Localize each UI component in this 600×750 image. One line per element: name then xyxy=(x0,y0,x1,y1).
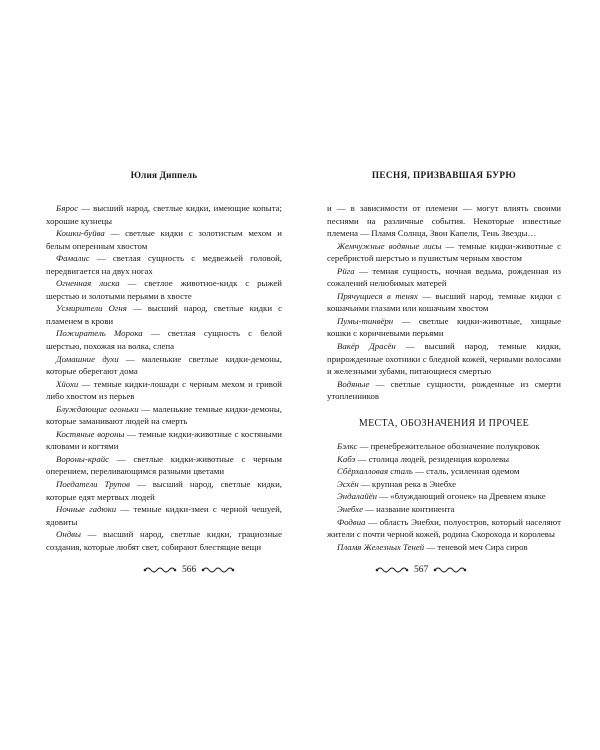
glossary-entry xyxy=(327,315,561,340)
entry-definition: — сталь, усиленная одемом xyxy=(412,466,520,477)
entry-term: Блуждающие огоньки xyxy=(56,403,139,414)
entry-definition: — светлые кидки с золотистым мехом и белым оперенным хвостом xyxy=(46,228,282,251)
scroll-ornament-icon xyxy=(143,565,177,575)
glossary-entry xyxy=(46,327,282,352)
entry-definition: — высший народ, светлые кидки, которые едят мертвых людей xyxy=(46,479,282,502)
entry-term: Хйохи xyxy=(56,378,79,389)
entry-term: Ондвы xyxy=(56,529,81,540)
section-heading: МЕСТА, ОБОЗНАЧЕНИЯ И ПРОЧЕЕ xyxy=(358,417,530,429)
glossary-entry xyxy=(327,440,561,453)
entry-term: Эсхён xyxy=(337,478,359,489)
entry-definition: — столица людей, резиденция королевы xyxy=(355,453,510,464)
glossary-entry xyxy=(46,378,282,403)
entry-definition: — пренебрежительное обозначение полукровок xyxy=(357,441,540,452)
glossary-entry xyxy=(327,378,561,403)
glossary-entry xyxy=(327,453,561,466)
entry-definition: — светлые кидки-животные, хищные кошки с коричневыми перьями xyxy=(327,315,561,339)
glossary-entry xyxy=(327,490,561,503)
entry-term: Ночные гадюки xyxy=(56,504,117,515)
entry-term: Фодвиа xyxy=(337,516,366,527)
entry-definition: — темная сущность, ночная ведьма, рожденная из сожалений нелюбимых матерей xyxy=(327,265,561,289)
entry-term: Вакёр Драсён xyxy=(337,341,396,352)
glossary-entry xyxy=(46,503,282,528)
entry-term: Костяные вороны xyxy=(56,428,125,439)
glossary-entry xyxy=(46,478,282,503)
glossary-entry xyxy=(46,453,282,478)
glossary-entry xyxy=(46,302,282,327)
glossary-entry xyxy=(46,428,282,453)
glossary-entry xyxy=(327,265,561,290)
glossary-entry xyxy=(46,353,282,378)
scroll-ornament-icon xyxy=(433,565,467,575)
entry-term: Рйга xyxy=(337,265,355,276)
entry-term: Поедатели Трупов xyxy=(56,479,130,490)
glossary-entry xyxy=(327,340,561,378)
entry-term: Водяные xyxy=(337,378,370,389)
entry-definition: — маленькие светлые кидки-демоны, которые оберегают дома xyxy=(46,353,282,377)
entry-definition: — высший народ, темные кидки, прирожденные охотники с бледной кожей, черными волосами и железными зубами, питающиеся смертью xyxy=(327,341,561,377)
entry-definition: — темные кидки-животные с костяными клювами и когтями xyxy=(46,428,282,452)
entry-term: Жемчужные водяные лисы xyxy=(337,240,442,251)
entry-definition: — высший народ, светлые кидки, имеющие копыта; хорошие кузнецы xyxy=(46,203,282,226)
entry-definition: — название континента xyxy=(362,504,455,515)
entry-definition: — высший народ, светлые кидки, грациозные создания, которые любят свет, собирают блестящие вещи xyxy=(46,529,282,552)
entry-term: Усмирители Огня xyxy=(56,303,127,314)
entry-term: Вороны-крайс xyxy=(56,453,110,464)
entry-definition: — светлая сущность с белой шерстью, похожая на волка, слепа xyxy=(46,328,282,352)
entry-definition: — темные кидки-змеи с черной чешуей, ядовиты xyxy=(46,504,282,527)
entry-term: Прячущиеся в тенях xyxy=(337,290,418,301)
entry-term: Кабэ xyxy=(337,453,356,464)
entry-definition: — светлые сущности, рожденные из смерти утопленников xyxy=(327,378,561,402)
entry-term: Бярос xyxy=(56,203,79,213)
left-glossary xyxy=(46,202,282,553)
entry-definition: — высший народ, светлые кидки с пламенем в крови xyxy=(46,303,282,326)
entry-definition: — область Энебхи, полуостров, который населяют жители с почти черной кожей, родина Скорохода и королевы xyxy=(327,516,561,540)
left-footer xyxy=(143,562,235,578)
entry-term: Энебхе xyxy=(337,504,363,515)
continuation-paragraph: и — в зависимости от племени — могут влиять своими песнями на различные события. Некоторые известные племена — Пламя Солнца, Звон Капели, Тень Звезды… xyxy=(327,203,561,239)
left-running-header: Юлия Диппель xyxy=(130,170,198,180)
entry-definition: — темные кидки-лошади с черным мехом и гривой либо хвостом из перьев xyxy=(46,378,282,402)
right-glossary xyxy=(327,202,561,553)
glossary-entry xyxy=(46,403,282,428)
scroll-ornament-icon xyxy=(201,565,235,575)
entry-term: Бэлкс xyxy=(337,441,358,452)
entry-definition: — маленькие темные кидки-демоны, которые заманивают людей на смерть xyxy=(46,403,282,427)
right-footer xyxy=(375,562,467,578)
entry-term: Пожиратель Морока xyxy=(56,328,143,339)
entry-term: Сбёрхалловая сталь xyxy=(337,466,413,477)
glossary-entry xyxy=(46,252,282,277)
entry-term: Домашние духи xyxy=(56,353,119,364)
glossary-entry xyxy=(327,240,561,265)
glossary-entry xyxy=(46,528,282,553)
entry-definition: — светлые кидки-животные с черным оперением, переливающимся разными цветами xyxy=(46,453,282,477)
entry-definition: — светлое животное-кидк с рыжей шерстью и золотыми перьями в хвосте xyxy=(46,278,283,301)
glossary-entry xyxy=(327,516,561,541)
glossary-entry xyxy=(327,503,561,516)
glossary-entry xyxy=(46,227,282,252)
entry-term: Огненная лиска xyxy=(56,278,120,289)
glossary-entry xyxy=(327,541,561,554)
glossary-entry xyxy=(46,202,282,227)
glossary-entry xyxy=(327,465,561,478)
entry-definition: — высший народ, темные кидки с кошачьими глазами или кошачьим хвостом xyxy=(327,290,561,314)
entry-definition: — темные кидки-животные с серебристой шерстью и пушистым черным хвостом xyxy=(327,240,561,264)
entry-term: Пламя Железных Теней xyxy=(337,541,425,552)
glossary-entry xyxy=(327,290,561,315)
right-page xyxy=(327,170,561,553)
entry-definition: — светлая сущность с медвежьей головой, передвигается на двух ногах xyxy=(46,253,282,276)
entry-term: Пумы-тинвёрн xyxy=(337,315,394,326)
entry-definition: — крупная река в Энебхе xyxy=(358,478,456,489)
glossary-entry xyxy=(327,478,561,491)
right-running-header: ПЕСНЯ, ПРИЗВАВШАЯ БУРЮ xyxy=(371,170,517,180)
page-number: 567 xyxy=(414,565,429,575)
glossary-entry xyxy=(46,277,282,302)
entry-definition: — «блуждающий огонек» на Древнем языке xyxy=(376,491,546,502)
page-number: 566 xyxy=(182,565,197,575)
entry-term: Кошки-буйва xyxy=(56,228,105,239)
scroll-ornament-icon xyxy=(375,565,409,575)
entry-term: Эндалайён xyxy=(337,491,377,502)
entry-term: Фамалис xyxy=(56,253,90,264)
left-page xyxy=(46,170,282,553)
entry-definition: — теневой меч Сира сиров xyxy=(424,541,528,552)
